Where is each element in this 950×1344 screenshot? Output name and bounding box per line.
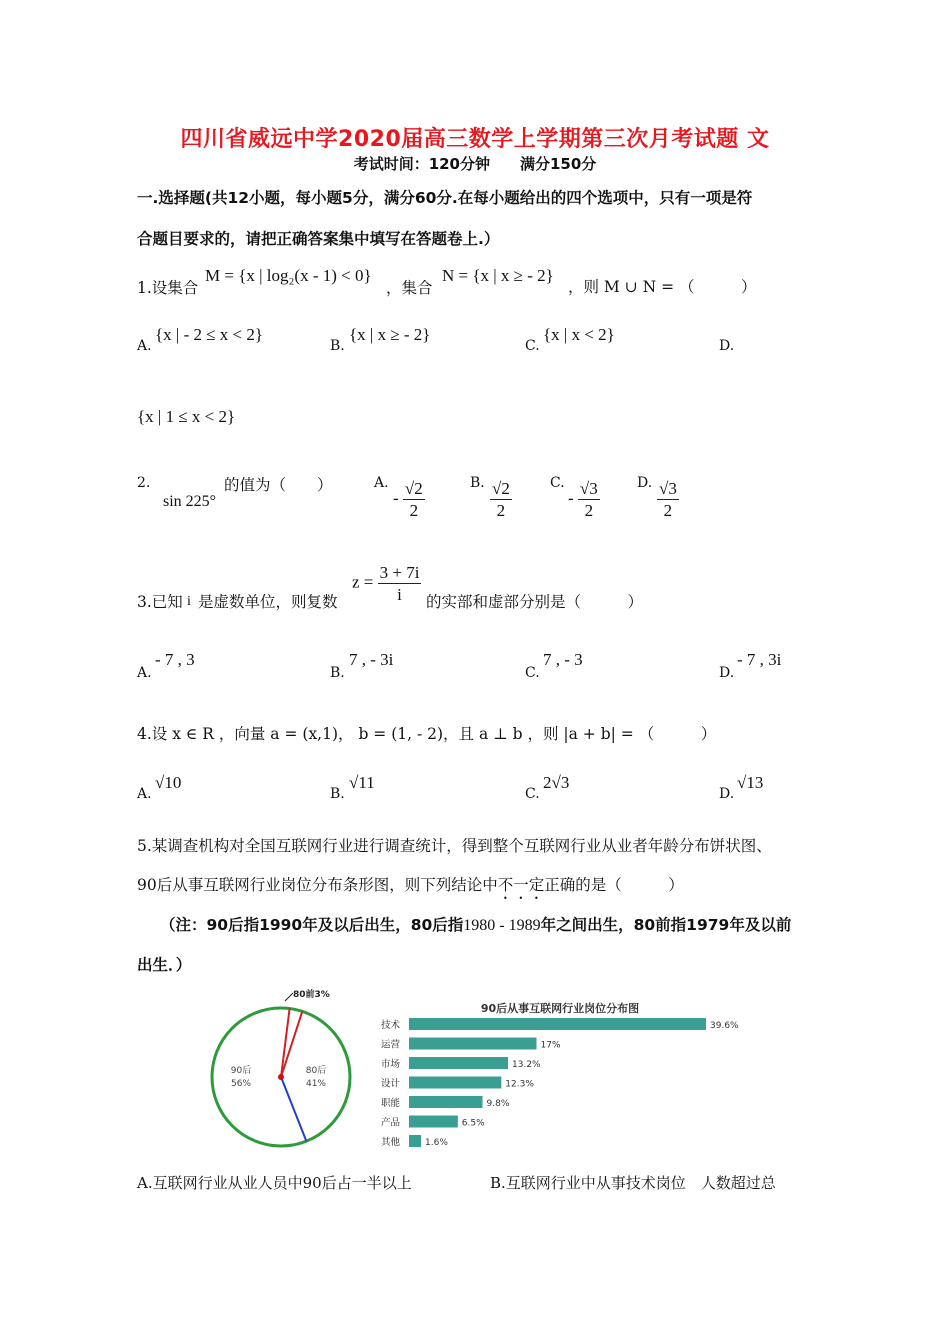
page-title: 四川省威远中学2020届高三数学上学期第三次月考试题 文 <box>180 127 770 152</box>
q2-option-c <box>568 478 600 522</box>
q5-note-pre: （注：90后指1990年及以后出生，80后指 <box>160 916 464 934</box>
q4-option-d-letter: D. <box>719 786 735 802</box>
q3-option-c: 7 , - 3 <box>543 650 583 669</box>
bar-group <box>381 1018 739 1148</box>
bar-3 <box>409 1077 501 1089</box>
q4-text: 4.设 x ∈ R ，向量 a = (x,1)， b = (1, - 2)，且 a ⊥ b ，则 |a + b| = （ ） <box>137 725 717 743</box>
job-bar-chart <box>375 990 745 1155</box>
bar-6 <box>409 1135 421 1147</box>
bar-value-label: 13.2% <box>512 1060 541 1070</box>
bar-category-label: 职能 <box>381 1098 401 1109</box>
pie-divider-90-80 <box>281 1077 306 1141</box>
q4-option-a: √10 <box>155 773 182 792</box>
q5-note-math: 1980 - 1989 <box>463 917 541 934</box>
bar-5 <box>409 1116 458 1128</box>
q3-option-d: - 7 , 3i <box>737 650 782 669</box>
q1-set-m: M = {x | log₂(x - 1) < 0} <box>205 266 372 285</box>
q5-option-b: B.互联网行业中从事技术岗位 人数超过总 <box>490 1174 776 1192</box>
q3-z-lhs: z = <box>352 572 374 592</box>
q4-option-d: √13 <box>737 773 764 792</box>
bar-0 <box>409 1018 706 1030</box>
q1-suffix: ，则 M ∪ N = （ ） <box>568 278 757 296</box>
q3-mid: 是虚数单位，则复数 <box>198 593 338 611</box>
q2-option-c-num: √3 <box>578 478 600 500</box>
q3-option-b-letter: B. <box>330 665 345 681</box>
pie-callout-line <box>285 993 293 1001</box>
q5-line2-pre: 90后从事互联网行业岗位分布条形图，则下列结论中 <box>137 876 498 894</box>
bar-value-label: 6.5% <box>461 1118 485 1129</box>
q2-option-d-num: √3 <box>657 478 679 500</box>
q1-option-b-letter: B. <box>330 338 345 354</box>
q3-prefix: 3.已知 <box>137 593 183 611</box>
q2-option-a-letter: A. <box>374 475 389 491</box>
pie-value-90hou: 56% <box>230 1079 252 1089</box>
q2-option-d-den: 2 <box>663 501 673 521</box>
bar-category-label: 市场 <box>381 1059 401 1070</box>
bar-category-label: 运营 <box>381 1039 401 1051</box>
q2-option-a-sign: - <box>393 488 399 508</box>
exam-info: 考试时间：120分钟 满分150分 <box>353 155 597 173</box>
pie-label-90hou: 90后 <box>230 1066 252 1076</box>
q2-option-b-num: √2 <box>490 478 512 500</box>
q5-line2 <box>137 873 684 903</box>
bar-category-label: 设计 <box>381 1078 401 1090</box>
q2-option-c-den: 2 <box>584 501 594 521</box>
bar-value-label: 17% <box>540 1040 561 1051</box>
q3-option-a-letter: A. <box>137 665 152 681</box>
q4-option-a-letter: A. <box>137 786 152 802</box>
q5-line1: 5.某调查机构对全国互联网行业进行调查统计，得到整个互联网行业从业者年龄分布饼状图、 <box>137 837 772 855</box>
q1-option-d-letter: D. <box>719 338 735 354</box>
pie-value-80hou: 41% <box>305 1079 327 1089</box>
q2-option-b-letter: B. <box>470 475 485 491</box>
q3-option-b: 7 , - 3i <box>349 650 394 669</box>
age-pie-chart <box>205 985 360 1160</box>
q1-option-c: {x | x < 2} <box>543 325 615 344</box>
q5-line2-post: 正确的是（ ） <box>544 876 684 894</box>
bar-4 <box>409 1096 483 1108</box>
q1-option-a: {x | - 2 ≤ x < 2} <box>155 325 264 344</box>
bar-category-label: 其他 <box>381 1137 401 1148</box>
q2-prompt: 的值为（ ） <box>224 476 333 494</box>
q4-option-c: 2√3 <box>543 773 570 792</box>
q2-expression: sin 225° <box>163 493 217 510</box>
bar-2 <box>409 1057 508 1069</box>
bar-category-label: 产品 <box>381 1117 401 1129</box>
q3-z-den: i <box>397 585 402 605</box>
q1-prefix: 1.设集合 <box>137 279 199 297</box>
q2-option-c-sign: - <box>568 488 574 508</box>
q3-i: i <box>187 594 191 609</box>
bar-1 <box>409 1038 537 1050</box>
bar-category-label: 技术 <box>381 1020 401 1031</box>
q1-option-b: {x | x ≥ - 2} <box>349 325 431 344</box>
q2-option-d <box>657 478 679 522</box>
q4-option-c-letter: C. <box>525 786 540 802</box>
pie-center <box>278 1074 284 1080</box>
q5-note <box>160 913 791 935</box>
q5-note-line2: 出生．） <box>137 956 192 974</box>
bar-value-label: 12.3% <box>505 1079 534 1090</box>
section-intro-line1: 一.选择题(共12小题，每小题5分，满分60分.在每小题给出的四个选项中，只有一项是符 <box>137 189 753 207</box>
bar-value-label: 1.6% <box>425 1138 448 1148</box>
q2-option-c-letter: C. <box>550 475 565 491</box>
q5-note-post: 年之间出生，80前指1979年及以前 <box>540 916 792 934</box>
q2-option-a <box>393 478 425 522</box>
q2-option-b-den: 2 <box>496 501 506 521</box>
q3-option-d-letter: D. <box>719 665 735 681</box>
q3-z-num: 3 + 7i <box>378 562 422 584</box>
q3-option-a: - 7 , 3 <box>155 650 195 669</box>
q2-option-a-num: √2 <box>403 478 425 500</box>
q1-mid: ，集合 <box>386 279 433 297</box>
q2-option-b <box>490 478 512 522</box>
q2-number: 2. <box>137 475 151 491</box>
pie-label-80hou: 80后 <box>305 1066 327 1076</box>
bar-value-label: 9.8% <box>486 1099 510 1109</box>
q5-line2-emphasis: 不一定 <box>497 876 545 894</box>
q1-set-n: N = {x | x ≥ - 2} <box>442 266 554 285</box>
q4-option-b: √11 <box>349 773 375 792</box>
q3-suffix: 的实部和虚部分别是（ ） <box>426 593 644 611</box>
q5-option-a: A.互联网行业从业人员中90后占一半以上 <box>137 1174 412 1192</box>
q4-option-b-letter: B. <box>330 786 345 802</box>
q3-option-c-letter: C. <box>525 665 540 681</box>
q1-option-a-letter: A. <box>137 338 152 354</box>
bar-value-label: 39.6% <box>710 1021 739 1031</box>
q2-option-a-den: 2 <box>409 501 419 521</box>
bar-chart-title: 90后从事互联网行业岗位分布图 <box>480 1002 640 1015</box>
q3-z <box>352 562 421 606</box>
q2-option-d-letter: D. <box>637 475 653 491</box>
pie-label-80qian: 80前3% <box>293 990 330 1000</box>
q1-option-c-letter: C. <box>525 338 540 354</box>
section-intro-line2: 合题目要求的，请把正确答案集中填写在答题卷上.） <box>137 230 500 248</box>
q1-option-d: {x | 1 ≤ x < 2} <box>137 407 236 426</box>
